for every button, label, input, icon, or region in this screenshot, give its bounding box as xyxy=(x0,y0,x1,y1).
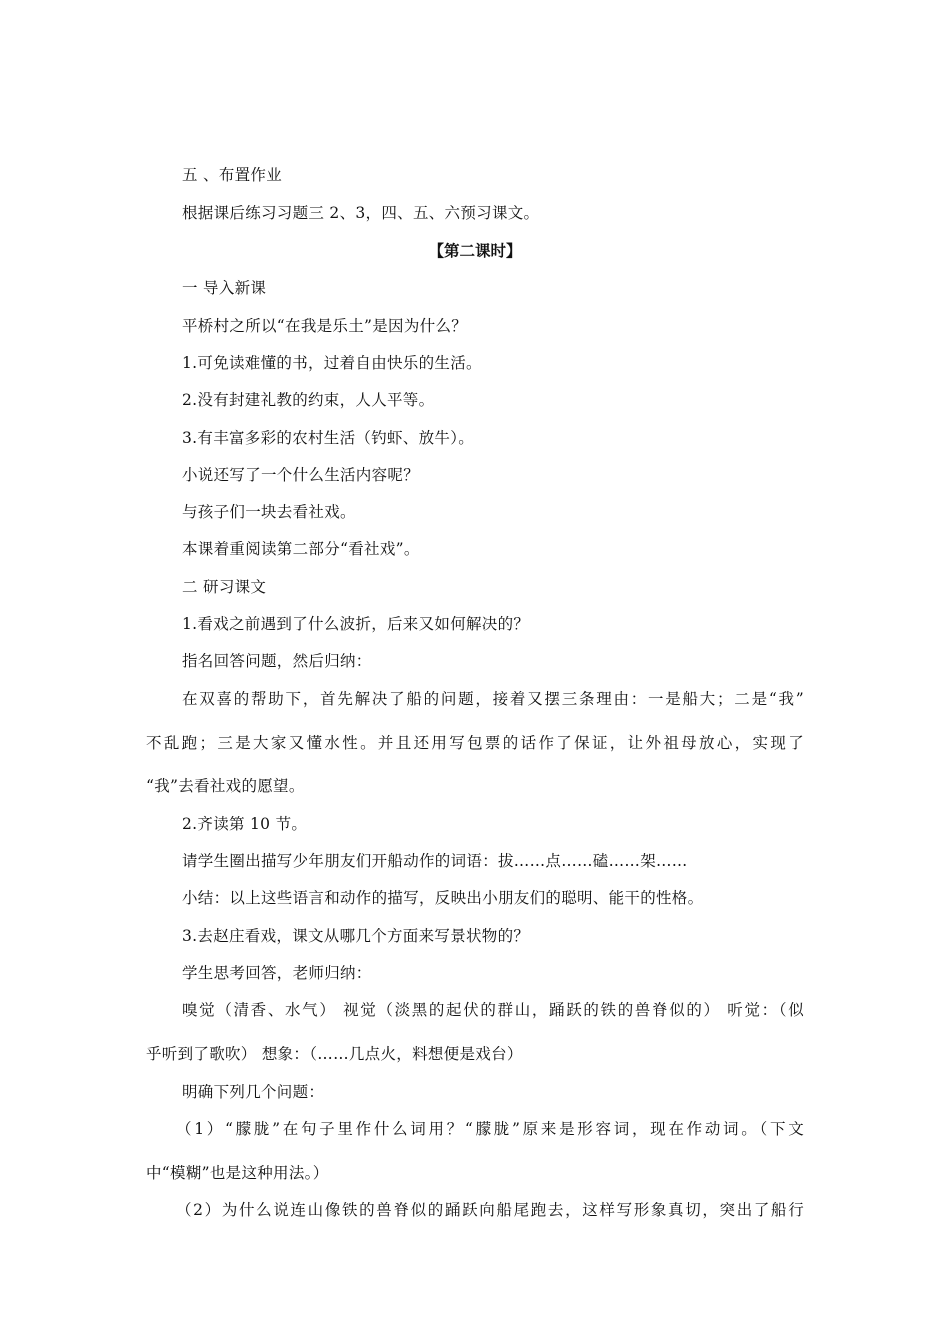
paragraph: 小说还写了一个什么生活内容呢？ xyxy=(182,466,420,484)
paragraph: 指名回答问题，然后归纳： xyxy=(182,652,372,670)
paragraph-line: “我”去看社戏的愿望。 xyxy=(146,777,305,795)
paragraph: 学生思考回答，老师归纳： xyxy=(182,964,372,982)
paragraph: 明确下列几个问题： xyxy=(182,1083,325,1101)
paragraph-line: （1）“朦胧”在句子里作什么词用？“朦胧”原来是形容词，现在作动词。（下文 xyxy=(176,1120,804,1138)
list-item: 1.可免读难懂的书，过着自由快乐的生活。 xyxy=(182,354,482,372)
paragraph-line: 中“模糊”也是这种用法。） xyxy=(146,1164,329,1182)
question: 3.去赵庄看戏，课文从哪几个方面来写景状物的？ xyxy=(182,927,530,945)
paragraph-line: 不乱跑；三是大家又懂水性。并且还用写包票的话作了保证，让外祖母放心，实现了 xyxy=(146,734,804,752)
paragraph: 小结：以上这些语言和动作的描写，反映出小朋友们的聪明、能干的性格。 xyxy=(182,889,704,907)
question: 1.看戏之前遇到了什么波折，后来又如何解决的？ xyxy=(182,615,530,633)
list-item: 3.有丰富多彩的农村生活（钓虾、放牛）。 xyxy=(182,429,475,447)
paragraph: 本课着重阅读第二部分“看社戏”。 xyxy=(182,540,420,558)
lesson-title: 【第二课时】 xyxy=(428,242,522,260)
list-item: 2.没有封建礼教的约束，人人平等。 xyxy=(182,391,435,409)
section-heading-study: 二 研习课文 xyxy=(182,578,267,596)
paragraph-line: 嗅觉（清香、水气） 视觉（淡黑的起伏的群山，踊跃的铁的兽脊似的） 听觉：（似 xyxy=(182,1001,804,1019)
paragraph: 根据课后练习习题三 2、3，四、五、六预习课文。 xyxy=(182,204,540,222)
paragraph: 平桥村之所以“在我是乐土”是因为什么？ xyxy=(182,317,468,335)
section-heading-homework: 五 、布置作业 xyxy=(182,166,283,184)
paragraph: 与孩子们一块去看社戏。 xyxy=(182,503,356,521)
paragraph-line: 乎听到了歌吹） 想象：（……几点火，料想便是戏台） xyxy=(146,1045,523,1063)
section-heading-intro: 一 导入新课 xyxy=(182,279,267,297)
paragraph-line: 在双喜的帮助下，首先解决了船的问题，接着又摆三条理由：一是船大；二是“我” xyxy=(182,690,804,708)
paragraph-line: （2）为什么说连山像铁的兽脊似的踊跃向船尾跑去，这样写形象真切，突出了船行 xyxy=(176,1201,804,1219)
paragraph: 请学生圈出描写少年朋友们开船动作的词语：拔……点……磕……架…… xyxy=(182,852,688,870)
list-item: 2.齐读第 10 节。 xyxy=(182,815,308,833)
